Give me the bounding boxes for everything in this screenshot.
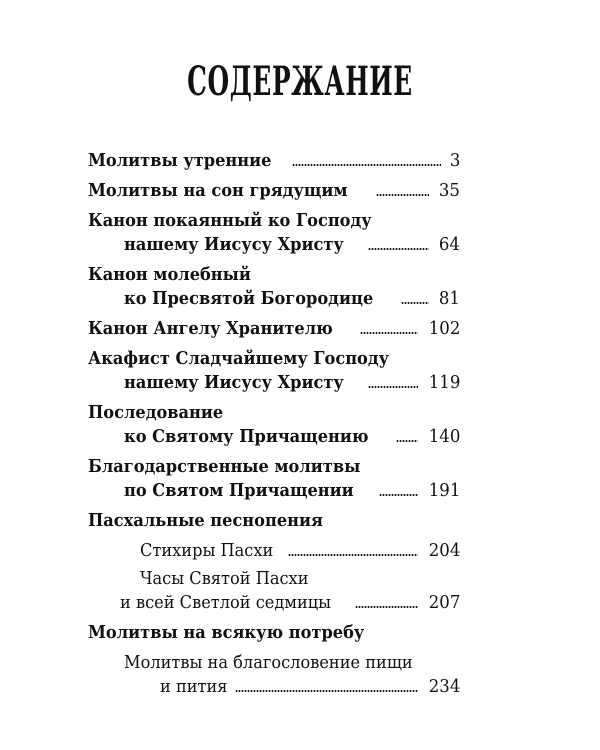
toc-page-number: 119 — [428, 372, 460, 393]
toc-line — [88, 508, 460, 532]
toc-entry — [88, 620, 460, 650]
toc-entry-title: и всей Светлой седмицы — [120, 592, 332, 613]
dot-leader — [292, 164, 441, 166]
toc-page-number: 3 — [449, 150, 460, 171]
toc-entry-title: Последование — [88, 402, 224, 423]
toc-line — [88, 454, 460, 478]
toc-page-number: 234 — [428, 676, 460, 697]
toc-line — [88, 232, 460, 256]
toc-page-number: 35 — [438, 180, 460, 201]
toc-line — [88, 590, 460, 614]
toc-entry-title: Стихиры Пасхи — [140, 540, 274, 561]
dot-leader — [360, 332, 418, 334]
toc-line — [88, 650, 460, 674]
toc-entry-title: Канон молебный — [88, 264, 251, 285]
toc-entry — [88, 208, 460, 262]
toc-line — [88, 566, 460, 590]
toc-line — [88, 148, 460, 172]
toc-entry-title: ко Святому Причащению — [124, 426, 369, 447]
toc-line — [88, 400, 460, 424]
toc-entry — [88, 346, 460, 400]
toc-line — [88, 424, 460, 448]
toc-entry-title: Часы Святой Пасхи — [140, 568, 309, 589]
toc-entry — [88, 538, 460, 566]
toc-page-number: 207 — [428, 592, 460, 613]
toc-entry-title: нашему Иисусу Христу — [124, 234, 344, 255]
dot-leader — [368, 386, 417, 388]
toc-entry — [88, 262, 460, 316]
toc-line — [88, 370, 460, 394]
toc-page-number: 102 — [428, 318, 460, 339]
dot-leader — [396, 440, 418, 442]
toc-entry — [88, 316, 460, 346]
toc-page-number: 191 — [428, 480, 460, 501]
toc-line — [88, 620, 460, 644]
table-of-contents — [88, 148, 460, 698]
dot-leader — [235, 690, 418, 692]
toc-line — [88, 262, 460, 286]
dot-leader — [368, 248, 429, 250]
toc-entry-title: по Святом Причащении — [124, 480, 354, 501]
toc-line — [88, 674, 460, 698]
toc-entry-title: Молитвы на благословение пищи — [124, 652, 413, 673]
toc-line — [88, 538, 460, 562]
dot-leader — [379, 494, 417, 496]
toc-entry — [88, 508, 460, 538]
toc-line — [88, 346, 460, 370]
toc-line — [88, 208, 460, 232]
toc-entry-title: Благодарственные молитвы — [88, 456, 361, 477]
toc-line — [88, 286, 460, 310]
dot-leader — [355, 606, 418, 608]
page-title: СОДЕРЖАНИЕ — [187, 58, 413, 105]
toc-page-number: 81 — [438, 288, 460, 309]
dot-leader — [376, 194, 429, 196]
toc-entry-title: ко Пресвятой Богородице — [124, 288, 374, 309]
toc-page-number: 64 — [438, 234, 460, 255]
toc-entry — [88, 400, 460, 454]
toc-page-number: 204 — [428, 540, 460, 561]
dot-leader — [288, 554, 418, 556]
toc-line — [88, 178, 460, 202]
toc-entry-title: и пития — [160, 676, 228, 697]
toc-entry — [88, 178, 460, 208]
toc-entry — [88, 566, 460, 620]
toc-entry-title: Молитвы утренние — [88, 150, 272, 171]
toc-page-number: 140 — [428, 426, 460, 447]
toc-entry-title: Пасхальные песнопения — [88, 510, 323, 531]
toc-entry — [88, 148, 460, 178]
toc-entry-title: Канон Ангелу Хранителю — [88, 318, 333, 339]
toc-entry — [88, 454, 460, 508]
toc-entry-title: Молитвы на всякую потребу — [88, 622, 365, 643]
toc-entry-title: нашему Иисусу Христу — [124, 372, 344, 393]
toc-entry — [88, 650, 460, 698]
toc-line — [88, 478, 460, 502]
toc-entry-title: Акафист Сладчайшему Господу — [88, 348, 390, 369]
dot-leader — [401, 302, 429, 304]
toc-entry-title: Канон покаянный ко Господу — [88, 210, 372, 231]
toc-line — [88, 316, 460, 340]
toc-entry-title: Молитвы на сон грядущим — [88, 180, 348, 201]
